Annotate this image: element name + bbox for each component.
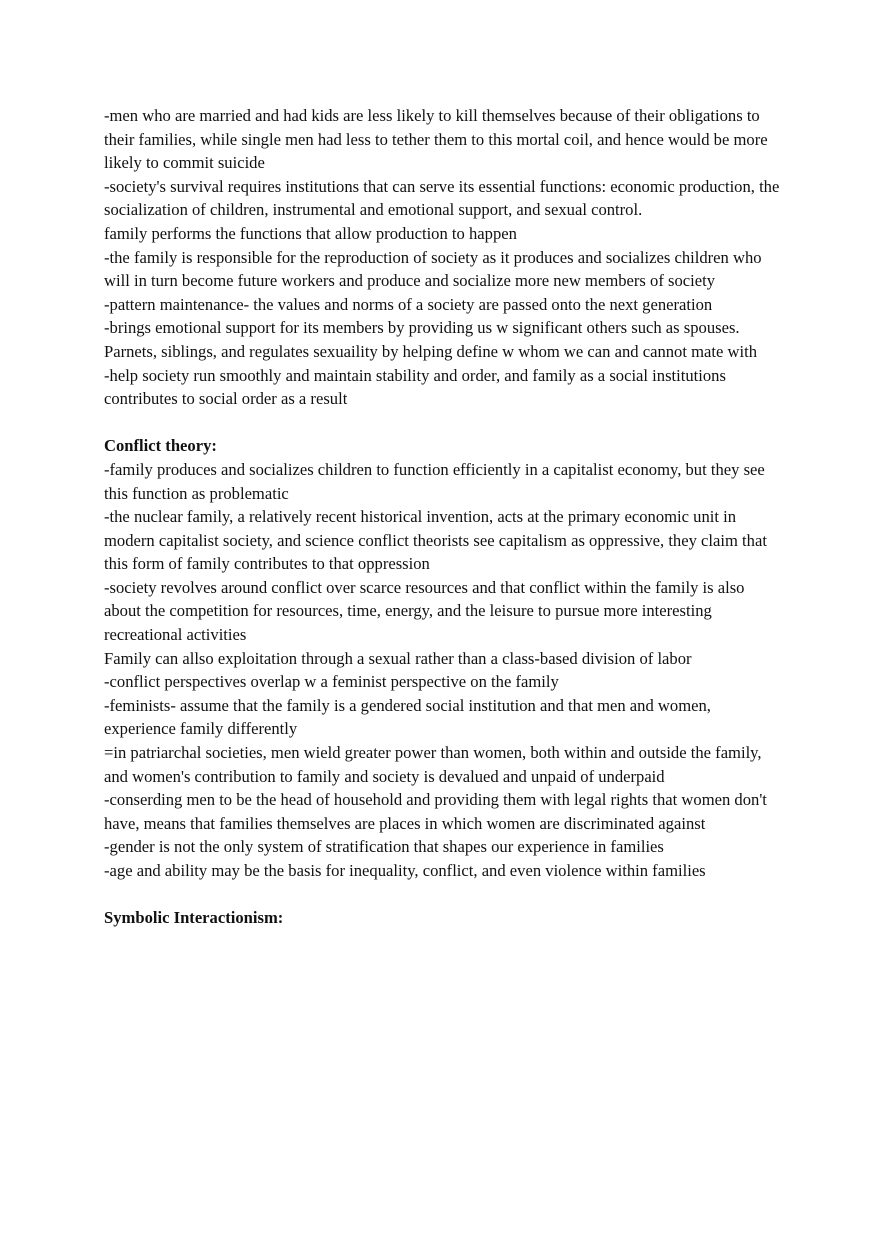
conflict-line: -conserding men to be the head of household and providing them with legal rights that women don't have, means that families themselves are places in which women are discriminated against: [104, 790, 767, 833]
functionalism-line: -the family is responsible for the reproduction of society as it produces and socializes children who will in turn become future workers and produce and socialize more new members of society: [104, 247, 762, 291]
conflict-line: =in patriarchal societies, men wield greater power than women, both within and outside the family, and women's contribution to family and society is devalued and unpaid of underpaid: [104, 743, 762, 786]
page-content: [104, 104, 784, 930]
section-spacer: [104, 883, 784, 907]
conflict-line: Family can allso exploitation through a sexual rather than a class-based division of labor: [104, 648, 692, 668]
conflict-line: -society revolves around conflict over scarce resources and that conflict within the family is also about the competition for resources, time, energy, and the leisure to pursue more interesting recreational activities: [104, 577, 745, 645]
conflict-line: -feminists- assume that the family is a gendered social institution and that men and women, experience family differently: [104, 695, 711, 739]
functionalism-line: -society's survival requires institutions that can serve its essential functions: economic production, the socialization of children, instrumental and emotional support, and sexual control.: [104, 176, 780, 220]
conflict-line: -conflict perspectives overlap w a feminist perspective on the family: [104, 672, 559, 692]
conflict-line: -family produces and socializes children to function efficiently in a capitalist economy, but they see this function as problematic: [104, 459, 765, 503]
conflict-line: -the nuclear family, a relatively recent historical invention, acts at the primary economic unit in modern capitalist society, and science conflict theorists see capitalism as oppressive, they claim that this form of family contributes to that oppression: [104, 507, 767, 574]
functionalism-line: -brings emotional support for its members by providing us w significant others such as spouses. Parnets, siblings, and regulates sexuaility by helping define w whom we can and cannot mate with: [104, 318, 757, 361]
functionalism-line: -men who are married and had kids are less likely to kill themselves because of their obligations to their families, while single men had less to tether them to this mortal coil, and hence would be more likely to commit suicide: [104, 106, 768, 173]
functionalism-line: -help society run smoothly and maintain stability and order, and family as a social institutions contributes to social order as a result: [104, 365, 726, 409]
functionalism-line: family performs the functions that allow production to happen: [104, 223, 517, 243]
symbolic-interactionism-heading: Symbolic Interactionism:: [104, 908, 284, 928]
section-spacer: [104, 411, 784, 435]
conflict-line: -gender is not the only system of stratification that shapes our experience in families: [104, 837, 664, 857]
conflict-line: -age and ability may be the basis for inequality, conflict, and even violence within families: [104, 861, 706, 880]
functionalism-line: -pattern maintenance- the values and norms of a society are passed onto the next generation: [104, 294, 713, 314]
conflict-theory-heading: Conflict theory:: [104, 436, 217, 456]
